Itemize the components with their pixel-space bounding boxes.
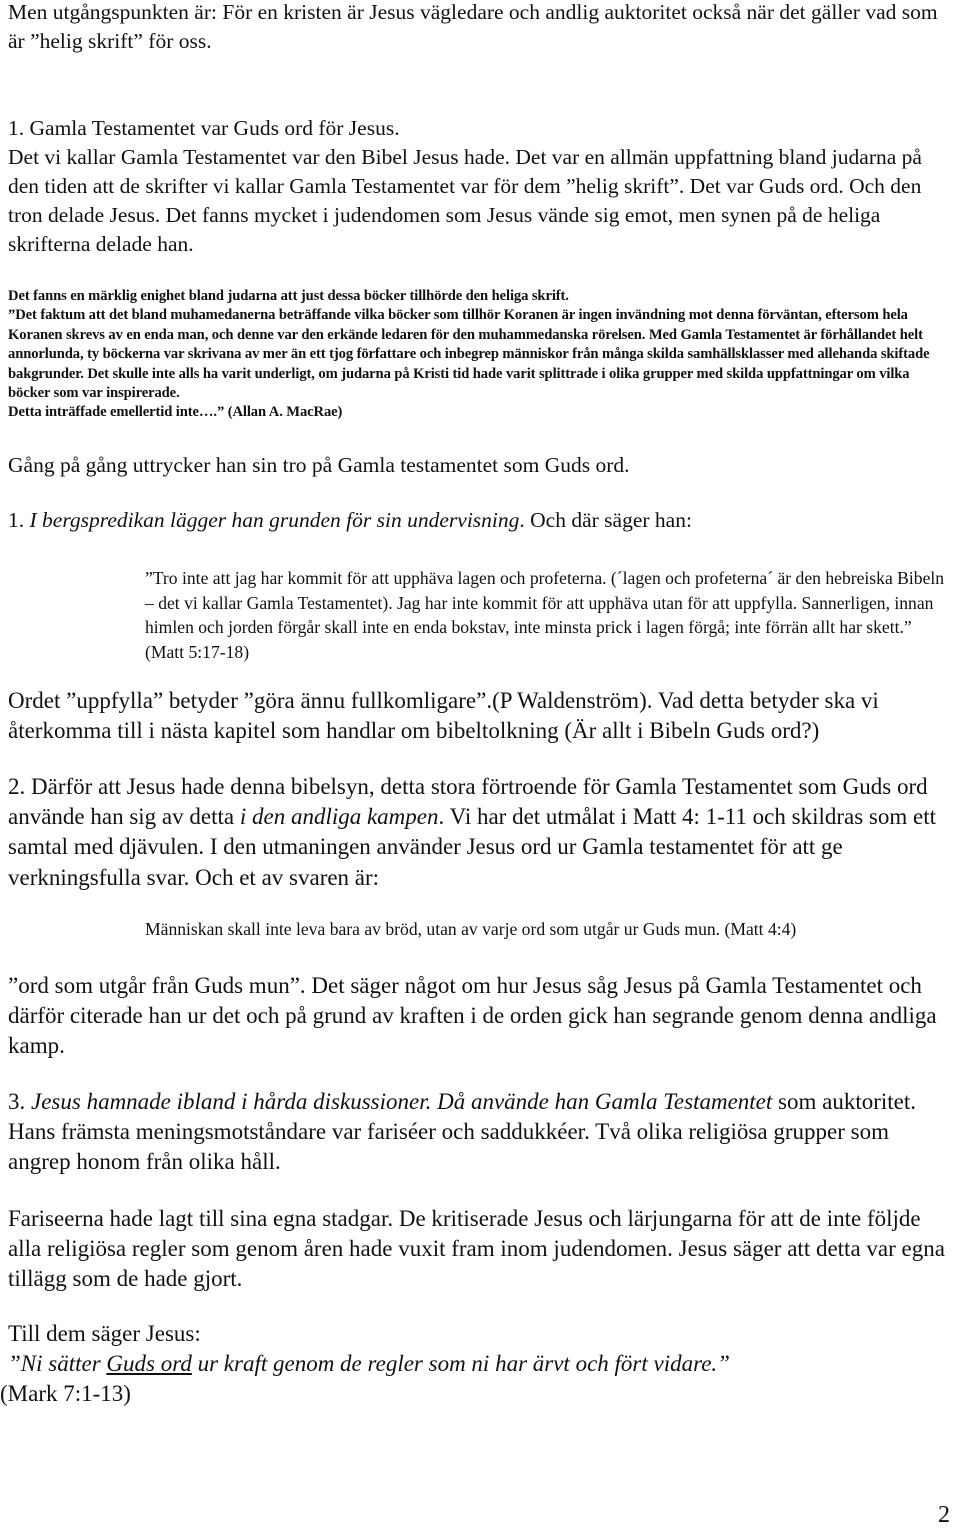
mark-reference: (Mark 7:1-13) <box>0 1381 131 1406</box>
uppfylla-paragraph: Ordet ”uppfylla” betyder ”göra ännu fullkomligare”.(P Waldenström). Vad detta betyder ska vi återkomma till i nästa kapitel som handlar om bibeltolkning (Är allt i Bibeln Guds ord?) <box>8 688 879 744</box>
point-1-number: 1. <box>8 508 30 532</box>
section-1-heading: 1. Gamla Testamentet var Guds ord för Jesus. <box>8 116 400 140</box>
section-1 <box>8 114 952 259</box>
point-3-italic: Jesus hamnade ibland i hårda diskussioner. Då använde han Gamla Testamentet <box>31 1089 773 1114</box>
point-3-paragraph <box>8 1087 952 1178</box>
statement-paragraph: Gång på gång uttrycker han sin tro på Gamla testamentet som Guds ord. <box>8 453 630 477</box>
matt-5-quote: ”Tro inte att jag har kommit för att upphäva lagen och profeterna. (´lagen och profeterna´ är den hebreiska Bibeln – det vi kallar Gamla Testamentet). Jag har inte kommit för att upphäva utan för att uppfylla. Sannerligen, innan himlen och jorden förgår skall inte en enda bokstav, inte minsta prick i lagen förgå; inte förrän allt har skett.” (Matt 5:17-18) <box>145 568 945 662</box>
point-2-text-b: . Vi har det utmålat i Matt 4: 1-11 och skildras som ett samtal med djävulen. I den utmaningen använder Jesus ord ur Gamla testamentet för att ge verkningsfulla svar. Och et av svaren är: <box>8 804 937 890</box>
mark-quote-a: ”Ni sätter <box>8 1351 107 1377</box>
point-2-text-a: 2. Därför att Jesus hade denna bibelsyn, detta stora förtroende för Gamla Testamentet som Guds ord använde han sig av detta <box>8 774 928 830</box>
page-number: 2 <box>938 1502 950 1528</box>
point-2-italic: i den andliga kampen <box>239 804 439 830</box>
matt-4-quote: Människan skall inte leva bara av bröd, utan av varje ord som utgår ur Guds mun. (Matt 4:4) <box>145 919 797 939</box>
point-1-paragraph <box>8 506 952 535</box>
intro-paragraph: Men utgångspunkten är: För en kristen är Jesus vägledare och andlig auktoritet också när det gäller vad som är ”helig skrift” för oss. <box>8 0 938 53</box>
guds-ord-underlined: Guds ord <box>106 1351 192 1377</box>
macrae-quote-line-3: Detta inträffade emellertid inte….” (Allan A. MacRae) <box>8 404 343 421</box>
point-3-rest: som auktoritet. Hans främsta meningsmotståndare var fariséer och saddukkéer. Två olika religiösa grupper som angrep honom från olika håll. <box>8 1089 917 1175</box>
macrae-quote-line-2: ”Det faktum att det bland muhamedanerna beträffande vilka böcker som tillhör Koranen är ingen invändning mot denna förväntan, eftersom hela Koranen skrevs av en enda man, och denne var den erkände ledaren för den muhammedanska rörelsen. Med Gamla Testamentet är förhållandet helt annorlunda, ty böckerna var skrivana av mer än ett tjog författare och inbegrep människor från många skilda samhällsklasser med allehanda skiftade bakgrunder. Det skulle inte alls ha varit underligt, om judarna på Kristi tid hade varit splittrade i olika grupper med skilda uppfattningar om vilka böcker som var inspirerade. <box>8 307 930 402</box>
point-3-number: 3. <box>8 1089 31 1114</box>
mark-quote-b: ur kraft genom de regler som ni har ärvt och fört vidare.” <box>191 1351 730 1377</box>
mark-quote <box>8 1349 952 1379</box>
macrae-quote <box>8 287 952 423</box>
section-1-text: Det vi kallar Gamla Testamentet var den Bibel Jesus hade. Det var en allmän uppfattning bland judarna på den tiden att de skrifter vi kallar Gamla Testamentet var för dem ”helig skrift”. Det var Guds ord. Och den tron delade Jesus. Det fanns mycket i judendomen som Jesus vände sig emot, men synen på de heliga skrifterna delade han. <box>8 145 922 256</box>
fariseerna-paragraph: Fariseerna hade lagt till sina egna stadgar. De kritiserade Jesus och lärjungarna för att de inte följde alla religiösa regler som genom åren hade vuxit fram inom judendomen. Jesus säger att detta var egna tillägg som de hade gjort. <box>8 1206 945 1292</box>
point-2-paragraph <box>8 772 952 893</box>
point-1-italic: I bergspredikan lägger han grunden för sin undervisning <box>29 508 520 532</box>
mark-quote-block <box>8 1319 952 1379</box>
guds-mun-paragraph: ”ord som utgår från Guds mun”. Det säger något om hur Jesus såg Jesus på Gamla Testamentet och därför citerade han ur det och på grund av kraften i de orden gick han segrande genom denna andliga kamp. <box>8 973 937 1059</box>
macrae-quote-line-1: Det fanns en märklig enighet bland judarna att just dessa böcker tillhörde den heliga skrift. <box>8 288 569 304</box>
point-1-rest: . Och där säger han: <box>519 508 692 532</box>
till-dem-line: Till dem säger Jesus: <box>8 1321 201 1346</box>
